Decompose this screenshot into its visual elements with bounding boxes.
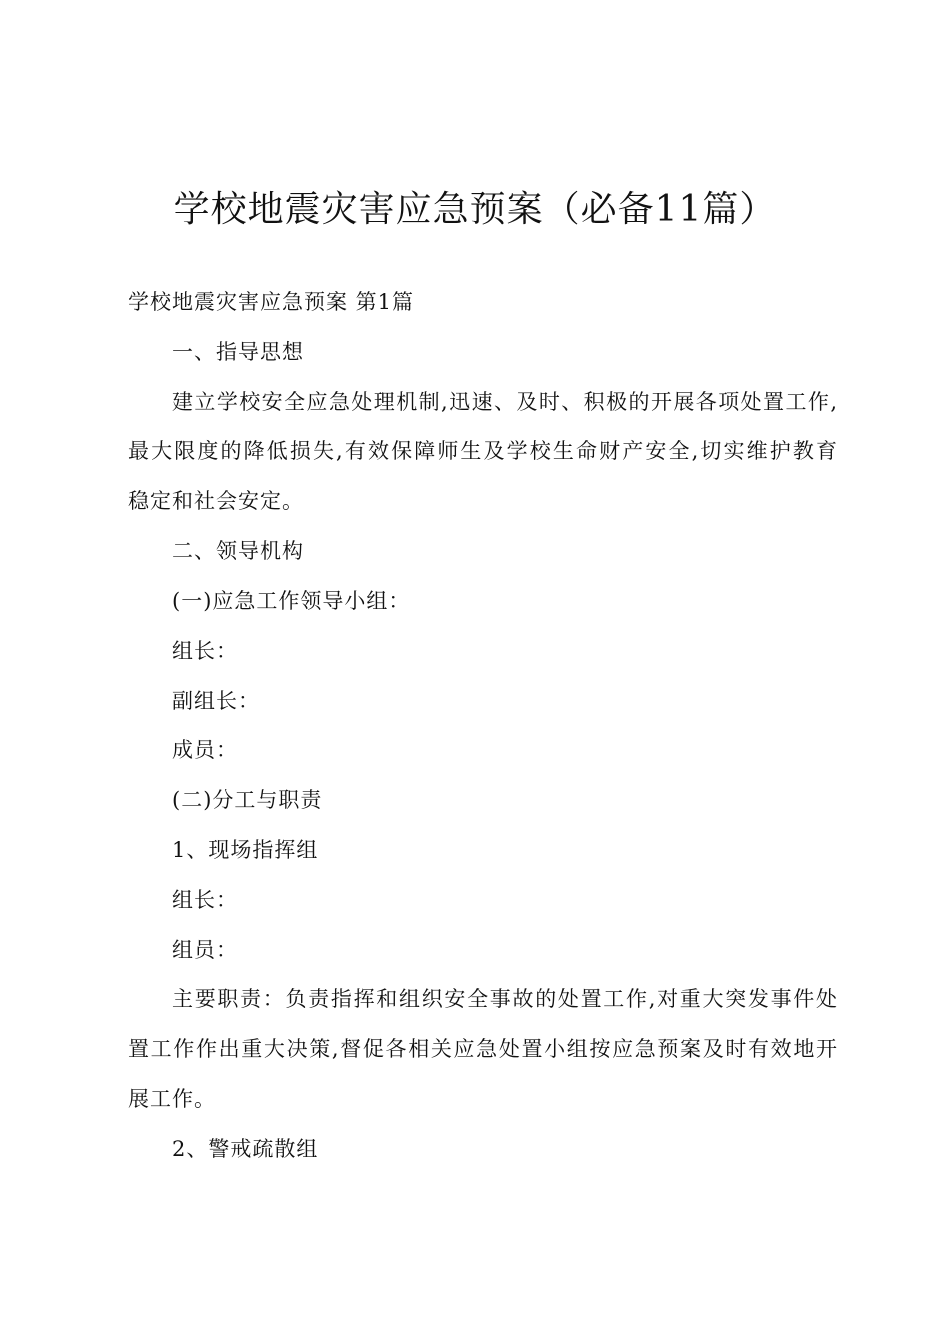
list-item: 组长： <box>172 888 238 912</box>
subheading-evacuation: 2、警戒疏散组 <box>172 1137 319 1161</box>
subheading-division: (二)分工与职责 <box>172 788 323 812</box>
heading-guiding-idea: 一、指导思想 <box>172 340 304 364</box>
list-item: 成员： <box>172 738 238 762</box>
list-item: 组员： <box>172 938 238 962</box>
paragraph-line: 稳定和社会安定。 <box>128 489 304 513</box>
section-subtitle: 学校地震灾害应急预案 第1篇 <box>128 290 415 314</box>
paragraph-line: 展工作。 <box>128 1087 216 1111</box>
document-title: 学校地震灾害应急预案（必备11篇） <box>173 189 777 230</box>
list-item: 组长： <box>172 639 238 663</box>
heading-leadership: 二、领导机构 <box>172 539 304 563</box>
paragraph-line: 建立学校安全应急处理机制,迅速、及时、积极的开展各项处置工作, <box>172 390 838 414</box>
paragraph-line: 最大限度的降低损失,有效保障师生及学校生命财产安全,切实维护教育 <box>128 439 838 463</box>
paragraph-line: 置工作作出重大决策,督促各相关应急处置小组按应急预案及时有效地开 <box>128 1037 838 1061</box>
list-item: 副组长： <box>172 689 260 713</box>
subheading-emergency-group: (一)应急工作领导小组： <box>172 589 411 613</box>
paragraph-line: 主要职责：负责指挥和组织安全事故的处置工作,对重大突发事件处 <box>172 987 838 1011</box>
subheading-onsite-command: 1、现场指挥组 <box>172 838 319 862</box>
